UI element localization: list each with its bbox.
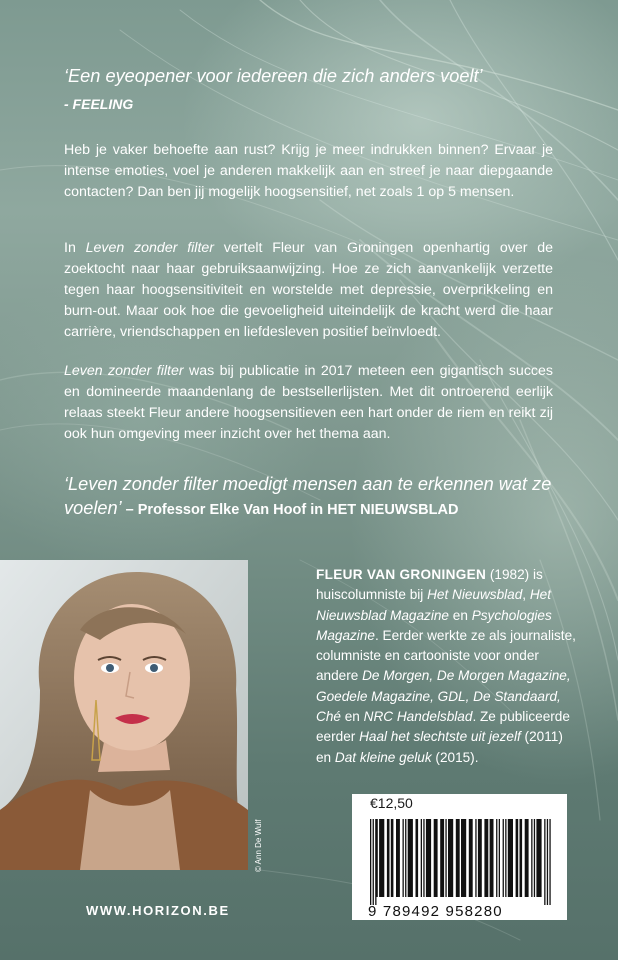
price-label: €12,50	[352, 794, 567, 813]
barcode-bar	[534, 819, 535, 897]
blurb-paragraph-1: Heb je vaker behoefte aan rust? Krijg je meer indrukken binnen? Ervaar je intense emoties, voel je anderen makkelijk aan en streef je naar diepgaande contacten? Dan ben jij mogelijk hoogsensitief, net zoals 1 op 5 mensen.	[64, 142, 553, 200]
press-quote	[64, 472, 564, 522]
bio-text: . Ze publiceerde eerder	[316, 709, 570, 745]
barcode-bar	[370, 819, 371, 905]
review-quote-source: - FEELING	[64, 96, 134, 112]
barcode-bar	[525, 819, 529, 897]
barcode-bar	[396, 819, 400, 897]
barcode-bar	[375, 819, 376, 905]
barcode-bar	[373, 819, 374, 905]
barcode-bar	[416, 819, 419, 897]
photo-credit	[252, 812, 264, 872]
barcode-bar	[448, 819, 453, 897]
barcode-bar	[405, 819, 406, 897]
barcode-bar	[434, 819, 438, 897]
bio-publication: Dat kleine geluk	[334, 749, 432, 765]
barcode-bar	[505, 819, 506, 897]
barcode-bar	[508, 819, 513, 897]
publisher-website: WWW.HORIZON.BE	[86, 903, 230, 918]
barcode-bar	[536, 819, 541, 897]
bio-publication: Psychologies Magazine	[316, 607, 552, 643]
barcode-bar	[531, 819, 532, 897]
bio-text: . Eerder werkte ze als journaliste, columniste en cartooniste voor onder andere	[316, 627, 576, 684]
barcode-bar	[469, 819, 473, 897]
barcode-bar	[408, 819, 413, 897]
barcode-bar	[387, 819, 390, 897]
photo-credit-text: © Ann De Wulf	[254, 819, 263, 872]
bio-text: (1982) is huiscolumniste bij	[316, 567, 543, 603]
bio-text: (2011) en	[316, 729, 563, 765]
barcode-bar	[461, 819, 466, 897]
barcode-bar	[499, 819, 500, 897]
bio-publication: Haal het slechtste uit jezelf	[359, 729, 521, 745]
bio-publication: NRC Handelsblad	[363, 709, 473, 725]
bio-text: ,	[522, 587, 530, 603]
barcode-bar	[547, 819, 548, 905]
barcode-bar	[503, 819, 504, 897]
review-quote: ‘Een eyeopener voor iedereen die zich anders voelt’	[64, 66, 483, 86]
bio-publication: De Morgen, De Morgen Magazine, Goedele Magazine, GDL, De Standaard, Ché	[316, 668, 571, 725]
press-quote-attribution: – Professor Elke Van Hoof in HET NIEUWSBLAD	[121, 502, 459, 518]
bio-text: (2015).	[431, 749, 479, 765]
author-name: FLEUR VAN GRONINGEN	[316, 567, 487, 582]
blurb-text: was bij publicatie in 2017 meteen een gigantisch succes en domineerde maandenlang de bestsellerlijsten. Met dit ontroerend eerlijk relaas steekt Fleur andere hoogsensitieven een hart onder de riem en reikt zij ook hun omgeving meer inzicht over het thema aan.	[64, 363, 553, 442]
barcode-bar	[445, 819, 446, 897]
blurb-paragraph-2	[64, 238, 553, 343]
barcode-bar	[475, 819, 476, 897]
barcode-bar	[426, 819, 431, 897]
book-title: Leven zonder filter	[85, 240, 215, 256]
barcode-bar	[391, 819, 394, 897]
barcode-bar	[440, 819, 444, 897]
barcode-bar	[520, 819, 523, 897]
blurb-paragraph-3	[64, 361, 553, 445]
isbn-number: 9 789492 958280	[368, 903, 503, 920]
barcode-bar	[423, 819, 424, 897]
press-quote-text: ‘Leven zonder filter moedigt mensen aan te erkennen wat ze voelen’	[64, 474, 552, 518]
bio-publication: Het Nieuwsblad	[427, 587, 523, 603]
barcode-bar	[484, 819, 488, 897]
author-photo	[0, 560, 248, 870]
barcode-bar	[490, 819, 494, 897]
bio-text: en	[340, 709, 364, 725]
barcode-bar	[377, 819, 378, 897]
barcode-bar	[478, 819, 482, 897]
barcode-bar	[549, 819, 550, 905]
bio-publication: Het Nieuwsblad Magazine	[316, 587, 551, 623]
blurb-text: vertelt Fleur van Groningen openhartig over de zoektocht naar haar gebruiksaanwijzing. Hoe ze zich aanvankelijk verzette tegen haar hoogsensitiviteit en worstelde met depressie, overprikkeling en burn-out. Maar ook hoe die gevoeligheid uiteindelijk de kracht werd die haar carrière, vriendschappen en liefdesleven positief beïnvloedt.	[64, 240, 553, 340]
barcode-bar	[379, 819, 384, 897]
barcode-bar	[456, 819, 460, 897]
barcode-bar	[403, 819, 404, 897]
barcode-bar	[544, 819, 545, 905]
barcode-bar	[421, 819, 422, 897]
bio-text: en	[449, 607, 472, 623]
barcode-bar	[496, 819, 497, 897]
barcode-bar	[516, 819, 519, 897]
blurb-prefix: In	[64, 240, 86, 256]
author-bio	[316, 565, 578, 768]
book-title: Leven zonder filter	[64, 363, 184, 379]
